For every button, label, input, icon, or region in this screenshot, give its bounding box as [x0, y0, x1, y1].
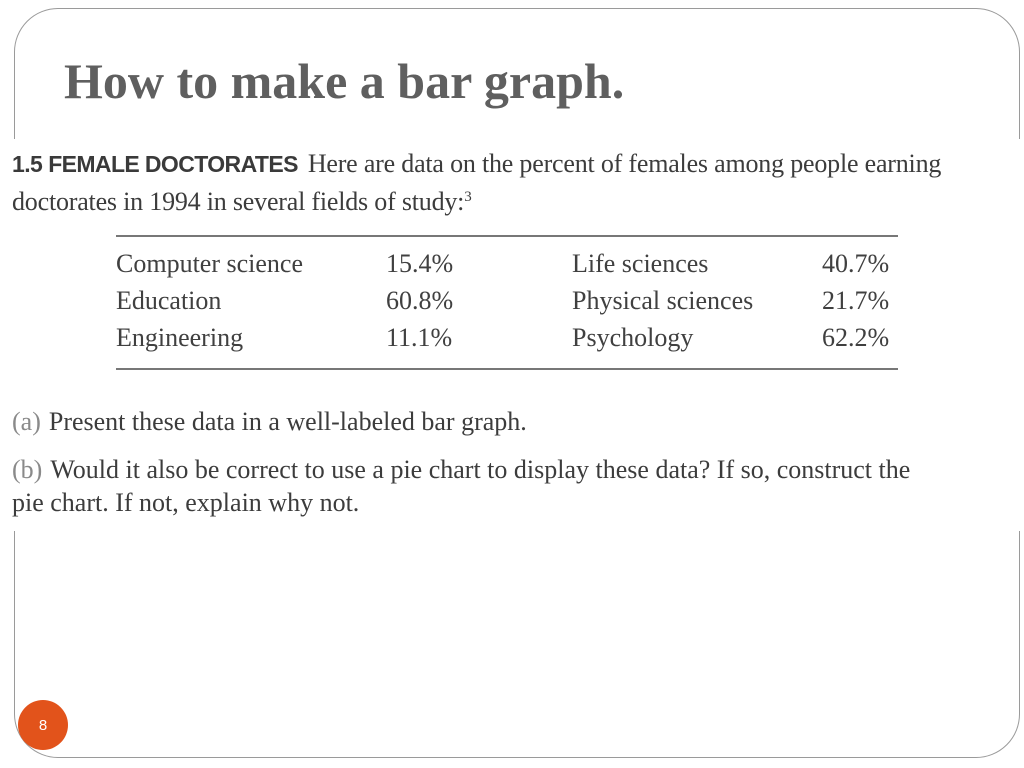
footnote-marker: 3 — [464, 189, 472, 205]
part-b-label: (b) — [12, 455, 43, 484]
intro-line-1: Here are data on the percent of females among people earning — [307, 149, 942, 178]
part-a-label: (a) — [12, 407, 41, 436]
exercise-number: 1.5 — [12, 151, 43, 177]
field-name: Engineering — [116, 322, 244, 352]
table-row — [116, 319, 898, 356]
exercise-title: FEMALE DOCTORATES — [48, 151, 298, 177]
field-percent: 62.2% — [822, 322, 890, 352]
part-b-line-1: Would it also be correct to use a pie chart to display these data? If so, construct the — [50, 455, 911, 484]
field-name: Education — [116, 285, 222, 315]
field-percent: 60.8% — [386, 285, 454, 315]
table-row — [116, 282, 898, 319]
table-row — [116, 245, 898, 282]
field-percent: 11.1% — [386, 322, 453, 352]
field-name: Computer science — [116, 248, 303, 278]
exercise-intro — [12, 145, 1012, 220]
slide-title: How to make a bar graph. — [64, 53, 625, 109]
part-b-line-2: pie chart. If not, explain why not. — [12, 488, 360, 517]
field-percent: 40.7% — [822, 248, 890, 278]
field-name: Life sciences — [572, 248, 709, 278]
field-percent: 15.4% — [386, 248, 454, 278]
textbook-excerpt — [0, 139, 1024, 531]
field-name: Physical sciences — [572, 285, 754, 315]
question-part-a — [12, 405, 1012, 438]
data-table — [116, 245, 898, 356]
part-a-text: Present these data in a well-labeled bar graph. — [48, 407, 527, 436]
field-name: Psychology — [572, 322, 694, 352]
table-top-rule — [116, 235, 898, 237]
intro-line-2: doctorates in 1994 in several fields of study: — [12, 187, 465, 216]
page-number-badge: 8 — [18, 700, 68, 750]
table-bottom-rule — [116, 368, 898, 370]
field-percent: 21.7% — [822, 285, 890, 315]
question-part-b — [12, 453, 1012, 519]
